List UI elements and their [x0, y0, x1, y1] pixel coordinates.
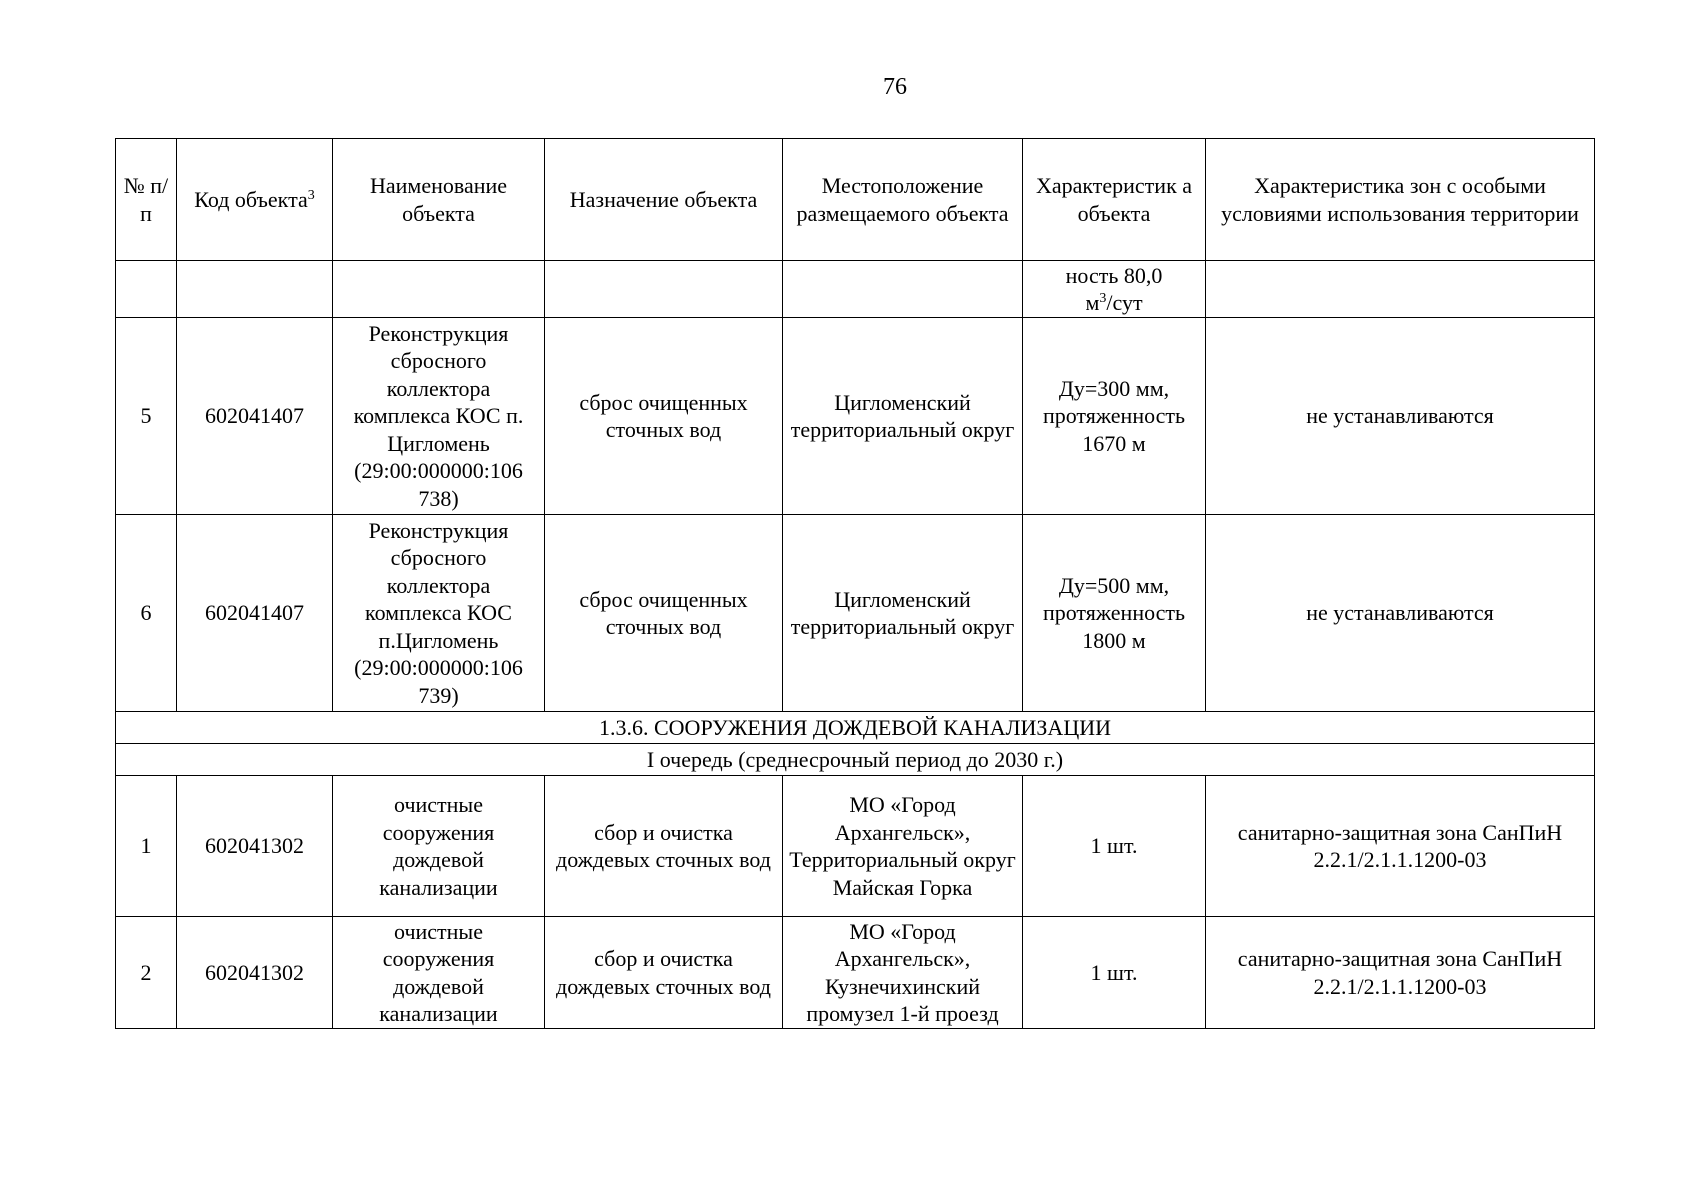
cell-num: 2 [116, 917, 177, 1029]
header-num: № п/п [116, 139, 177, 261]
cell-purpose: сброс очищенных сточных вод [545, 318, 783, 515]
objects-table [115, 138, 1595, 1029]
cell-characteristic: 1 шт. [1023, 776, 1206, 917]
continuation-characteristic [1023, 261, 1206, 318]
cell-num: 1 [116, 776, 177, 917]
table-row [116, 318, 1595, 515]
cell-code: 602041407 [177, 318, 333, 515]
subsection-heading-row [116, 744, 1595, 776]
cell-num: 5 [116, 318, 177, 515]
section-heading-row [116, 712, 1595, 744]
table-cell [783, 261, 1023, 318]
table-row [116, 917, 1595, 1029]
header-location: Местоположение размещаемого объекта [783, 139, 1023, 261]
continuation-unit: м [1085, 290, 1100, 315]
cell-num: 6 [116, 515, 177, 712]
cell-name: очистные сооружения дождевой канализации [333, 917, 545, 1029]
cell-purpose: сбор и очистка дождевых сточных вод [545, 776, 783, 917]
cell-characteristic: Ду=500 мм, протяженность 1800 м [1023, 515, 1206, 712]
header-code-text: Код объекта [194, 186, 308, 212]
table-cell [545, 261, 783, 318]
header-name: Наименование объекта [333, 139, 545, 261]
table-row [116, 515, 1595, 712]
table-cell [177, 261, 333, 318]
cell-zones: санитарно-защитная зона СанПиН 2.2.1/2.1.1.1200-03 [1206, 776, 1595, 917]
page-number: 76 [883, 74, 907, 100]
cell-code: 602041302 [177, 917, 333, 1029]
cell-location: МО «Город Архангельск», Территориальный округ Майская Горка [783, 776, 1023, 917]
table-row [116, 776, 1595, 917]
continuation-line1: ность 80,0 [1065, 262, 1163, 288]
header-zones: Характеристика зон с особыми условиями использования территории [1206, 139, 1595, 261]
cell-purpose: сброс очищенных сточных вод [545, 515, 783, 712]
cell-zones: не устанавливаются [1206, 318, 1595, 515]
cell-name: Реконструкция сбросного коллектора комплекса КОС п. Цигломень (29:00:000000:106 738) [333, 318, 545, 515]
cell-name: очистные сооружения дождевой канализации [333, 776, 545, 917]
unit-superscript: 3 [1099, 291, 1107, 306]
table-header-row [116, 139, 1595, 261]
cell-characteristic: Ду=300 мм, протяженность 1670 м [1023, 318, 1206, 515]
cell-location: Цигломенский территориальный округ [783, 515, 1023, 712]
header-purpose: Назначение объекта [545, 139, 783, 261]
cell-characteristic: 1 шт. [1023, 917, 1206, 1029]
cell-zones: не устанавливаются [1206, 515, 1595, 712]
continuation-row [116, 261, 1595, 318]
table-cell [333, 261, 545, 318]
footnote-marker: 3 [307, 187, 315, 203]
table-cell [116, 261, 177, 318]
section-title: 1.3.6. СООРУЖЕНИЯ ДОЖДЕВОЙ КАНАЛИЗАЦИИ [116, 712, 1595, 744]
cell-name: Реконструкция сбросного коллектора комплекса КОС п.Цигломень (29:00:000000:106 739) [333, 515, 545, 712]
continuation-tail: /сут [1106, 290, 1143, 315]
cell-location: Цигломенский территориальный округ [783, 318, 1023, 515]
cell-code: 602041302 [177, 776, 333, 917]
cell-purpose: сбор и очистка дождевых сточных вод [545, 917, 783, 1029]
header-characteristic: Характеристик а объекта [1023, 139, 1206, 261]
subsection-title: I очередь (среднесрочный период до 2030 г.) [116, 744, 1595, 776]
header-code [177, 139, 333, 261]
cell-zones: санитарно-защитная зона СанПиН 2.2.1/2.1.1.1200-03 [1206, 917, 1595, 1029]
cell-location: МО «Город Архангельск», Кузнечихинский промузел 1-й проезд [783, 917, 1023, 1029]
table-cell [1206, 261, 1595, 318]
cell-code: 602041407 [177, 515, 333, 712]
